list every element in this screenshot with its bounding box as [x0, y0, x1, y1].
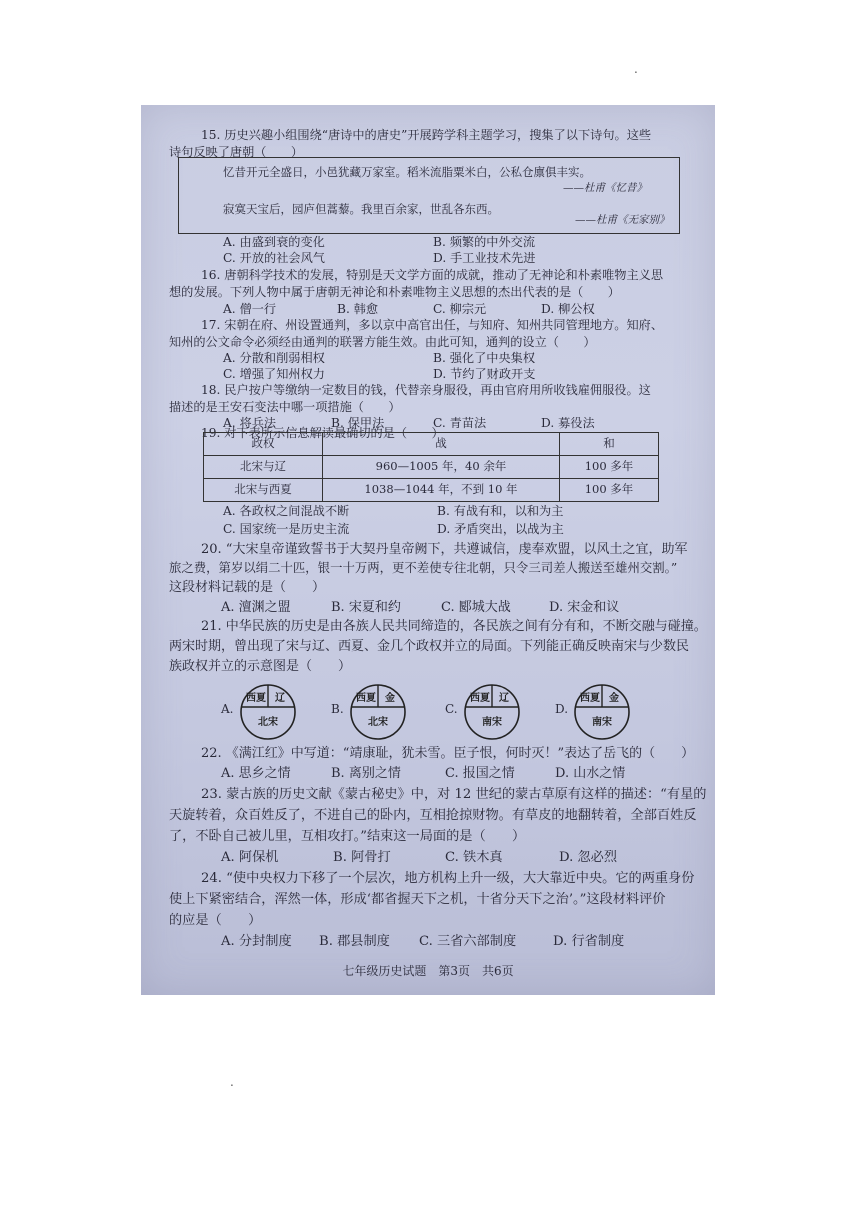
circle-diagram-c — [463, 683, 521, 741]
q15-poem2-source: ——杜甫《无家别》 — [575, 214, 670, 226]
q24-option-c: C. 三省六部制度 — [419, 934, 517, 949]
exam-page-photo — [141, 105, 715, 995]
q20-stem-line3: 这段材料记载的是（ ） — [169, 580, 326, 595]
page-mark-bottom: . — [230, 1075, 234, 1089]
q22-option-c: C. 报国之情 — [445, 766, 515, 781]
table-cell: 960—1005 年，40 余年 — [323, 456, 560, 479]
q15-option-a: A. 由盛到衰的变化 — [223, 235, 325, 249]
q23-option-a: A. 阿保机 — [221, 850, 279, 865]
q21-option-c-label: C. — [445, 702, 458, 716]
q20-option-b: B. 宋夏和约 — [331, 600, 401, 615]
q18-option-b: B. 保甲法 — [331, 416, 385, 430]
diagram-right-label: 金 — [385, 693, 395, 704]
q22-option-b: B. 离别之情 — [331, 766, 401, 781]
q18-option-a: A. 将兵法 — [223, 416, 277, 430]
diagram-bottom-label: 南宋 — [482, 717, 502, 728]
q15-poem1-source: ——杜甫《忆昔》 — [563, 182, 647, 194]
table-cell: 100 多年 — [560, 456, 659, 479]
q20-option-d: D. 宋金和议 — [549, 600, 620, 615]
q17-option-a: A. 分散和削弱相权 — [223, 351, 325, 365]
q21-stem-line3: 族政权并立的示意图是（ ） — [169, 659, 352, 674]
q16-option-b: B. 韩愈 — [337, 302, 379, 316]
table-cell: 1038—1044 年，不到 10 年 — [323, 479, 560, 502]
table-header-cell: 战 — [323, 433, 560, 456]
q22-stem: 22. 《满江红》中写道：“靖康耻，犹未雪。臣子恨，何时灭！”表达了岳飞的（ ） — [201, 746, 695, 761]
table-header-cell: 和 — [560, 433, 659, 456]
diagram-right-label: 金 — [609, 693, 619, 704]
q15-stem-line1: 15. 历史兴趣小组围绕“唐诗中的唐史”开展跨学科主题学习，搜集了以下诗句。这些 — [201, 128, 652, 142]
q19-info-table — [203, 432, 659, 502]
table-cell: 北宋与西夏 — [204, 479, 323, 502]
table-header-cell: 政权 — [204, 433, 323, 456]
q19-option-b: B. 有战有和，以和为主 — [437, 504, 564, 518]
q21-stem-line2: 两宋时期，曾出现了宋与辽、西夏、金几个政权并立的局面。下列能正确反映南宋与少数民 — [169, 639, 690, 654]
circle-diagram-d — [573, 683, 631, 741]
q17-option-b: B. 强化了中央集权 — [433, 351, 536, 365]
q15-option-d: D. 手工业技术先进 — [433, 251, 536, 265]
q19-option-c: C. 国家统一是历史主流 — [223, 522, 350, 536]
table-row — [204, 479, 659, 502]
q20-stem-line2: 旅之费，第岁以绢二十匹，银一十万两，更不差使专往北朝，只令三司差人搬送至雄州交割。” — [169, 560, 678, 575]
q21-stem-line1: 21. 中华民族的历史是由各族人民共同缔造的，各民族之间有分有和，不断交融与碰撞。 — [201, 619, 707, 634]
q17-option-c: C. 增强了知州权力 — [223, 367, 325, 381]
q20-stem-line1: 20. “大宋皇帝谨致誓书于大契丹皇帝阙下，共遵诚信，虔奉欢盟，以风土之宜，助军 — [201, 542, 688, 557]
q15-poem-box — [178, 157, 680, 234]
q20-option-a: A. 澶渊之盟 — [221, 600, 291, 615]
q19-option-d: D. 矛盾突出，以战为主 — [437, 522, 564, 536]
q19-option-a: A. 各政权之间混战不断 — [223, 504, 350, 518]
q15-stem-line2: 诗句反映了唐朝（ ） — [169, 145, 304, 159]
q22-option-a: A. 思乡之情 — [221, 766, 291, 781]
q16-stem-line1: 16. 唐朝科学技术的发展，特别是天文学方面的成就，推动了无神论和朴素唯物主义思 — [201, 268, 664, 282]
page-footer: 七年级历史试题 第3页 共6页 — [342, 964, 514, 978]
q24-option-d: D. 行省制度 — [553, 934, 625, 949]
q20-option-c: C. 郾城大战 — [441, 600, 511, 615]
diagram-bottom-label: 南宋 — [592, 717, 612, 728]
circle-diagram-a — [239, 683, 297, 741]
q24-stem-line2: 使上下紧密结合，浑然一体，形成‘都省握天下之机，十省分天下之治’。”这段材料评价 — [169, 892, 666, 907]
diagram-left-label: 西夏 — [246, 693, 266, 704]
circle-diagram-b — [349, 683, 407, 741]
table-header-row — [204, 433, 659, 456]
diagram-bottom-label: 北宋 — [258, 717, 278, 728]
q23-stem-line3: 了，不卧自己被儿里，互相攻打。”结束这一局面的是（ ） — [169, 829, 526, 844]
diagram-right-label: 辽 — [275, 693, 285, 704]
diagram-left-label: 西夏 — [356, 693, 376, 704]
q16-stem-line2: 想的发展。下列人物中属于唐朝无神论和朴素唯物主义思想的杰出代表的是（ ） — [169, 285, 620, 299]
q17-option-d: D. 节约了财政开支 — [433, 367, 536, 381]
q21-option-d-label: D. — [555, 702, 569, 716]
q16-option-c: C. 柳宗元 — [433, 302, 487, 316]
q23-option-c: C. 铁木真 — [445, 850, 503, 865]
q16-option-a: A. 僧一行 — [223, 302, 277, 316]
q17-stem-line1: 17. 宋朝在府、州设置通判，多以京中高官出任，与知府、知州共同管理地方。知府、 — [201, 318, 664, 332]
q15-option-c: C. 开放的社会风气 — [223, 251, 325, 265]
q23-stem-line2: 天旋转着，众百姓反了，不进自己的卧内，互相抢掠财物。有草皮的地翻转着，全部百姓反 — [169, 808, 697, 823]
table-cell: 100 多年 — [560, 479, 659, 502]
q24-option-a: A. 分封制度 — [221, 934, 292, 949]
diagram-left-label: 西夏 — [470, 693, 490, 704]
diagram-right-label: 辽 — [499, 693, 509, 704]
diagram-left-label: 西夏 — [580, 693, 600, 704]
q22-option-d: D. 山水之情 — [555, 766, 626, 781]
q18-option-d: D. 募役法 — [541, 416, 595, 430]
q18-stem-line1: 18. 民户按户等缴纳一定数目的钱，代替亲身服役，再由官府用所收钱雇佣服役。这 — [201, 383, 651, 397]
q23-stem-line1: 23. 蒙古族的历史文献《蒙古秘史》中，对 12 世纪的蒙古草原有这样的描述：“有星的 — [201, 787, 707, 802]
table-cell: 北宋与辽 — [204, 456, 323, 479]
q15-option-b: B. 频繁的中外交流 — [433, 235, 536, 249]
q24-stem-line1: 24. “使中央权力下移了一个层次，地方机构上升一级，大大靠近中央。它的两重身份 — [201, 871, 695, 886]
q15-poem1: 忆昔开元全盛日，小邑犹藏万家室。稻米流脂粟米白，公私仓廪俱丰实。 — [223, 165, 591, 179]
q24-stem-line3: 的应是（ ） — [169, 913, 262, 928]
q21-option-a-label: A. — [221, 702, 234, 716]
page-mark-top: . — [634, 62, 638, 76]
q23-option-d: D. 忽必烈 — [559, 850, 618, 865]
q15-poem2: 寂寞天宝后，园庐但蒿藜。我里百余家，世乱各东西。 — [223, 202, 499, 216]
q23-option-b: B. 阿骨打 — [333, 850, 391, 865]
q16-option-d: D. 柳公权 — [541, 302, 595, 316]
q19-stem: 19. 对下表所示信息解读最确切的是（ ） — [201, 426, 444, 440]
q21-option-b-label: B. — [331, 702, 344, 716]
diagram-bottom-label: 北宋 — [368, 717, 388, 728]
q17-stem-line2: 知州的公文命令必须经由通判的联署方能生效。由此可知，通判的设立（ ） — [169, 335, 596, 349]
q24-option-b: B. 郡县制度 — [319, 934, 390, 949]
q18-option-c: C. 青苗法 — [433, 416, 487, 430]
table-row — [204, 456, 659, 479]
q18-stem-line2: 描述的是王安石变法中哪一项措施（ ） — [169, 400, 401, 414]
